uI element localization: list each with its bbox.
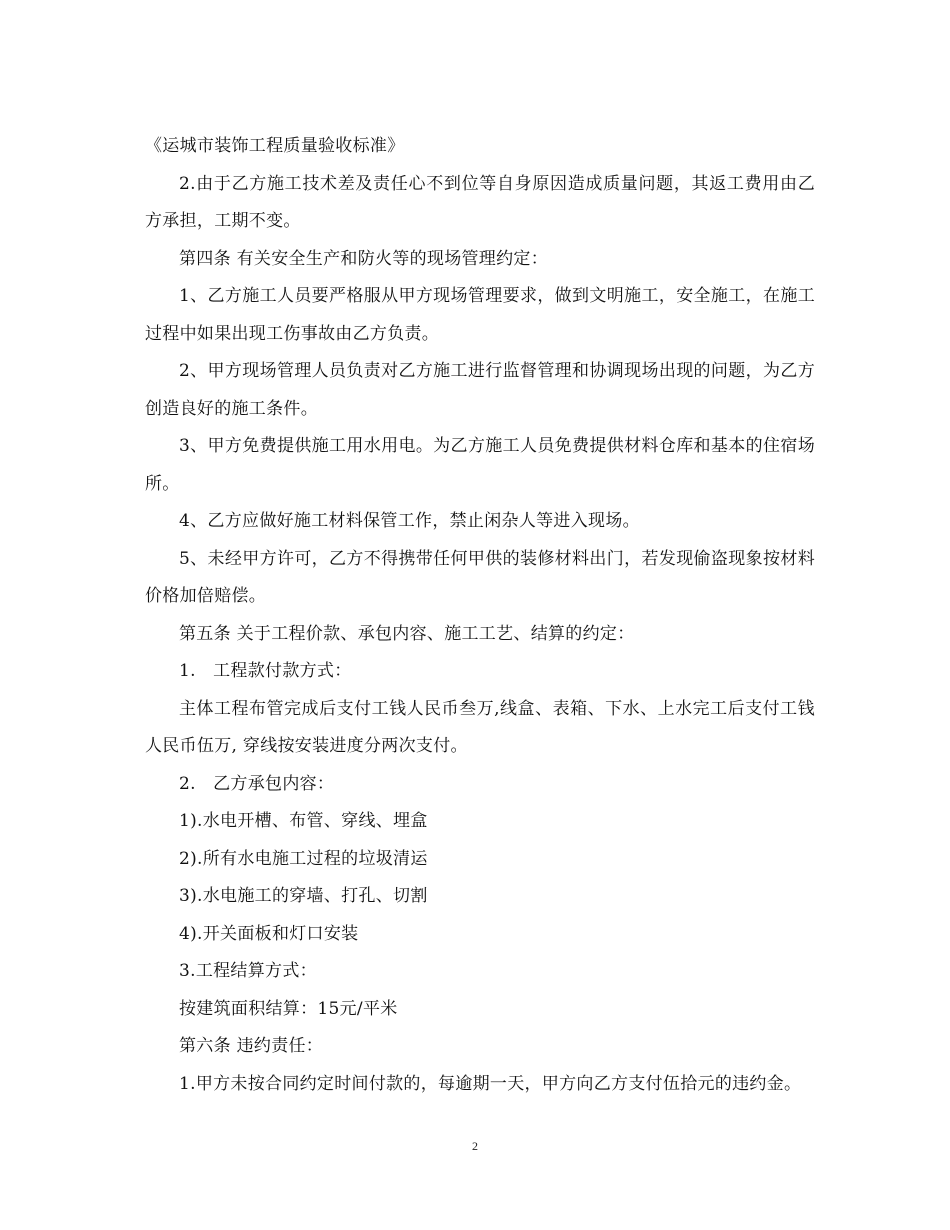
paragraph-article-four-item-5: 5、未经甲方许可，乙方不得携带任何甲供的装修材料出门，若发现偷盗现象按材料价格加倍赔偿。: [145, 548, 815, 606]
list-item-scope-3: 3).水电施工的穿墙、打孔、切割: [179, 886, 428, 906]
list-item-scope-1: 1).水电开槽、布管、穿线、埋盒: [179, 811, 428, 831]
document-body: [145, 128, 815, 1103]
list-item-scope-4: 4).开关面板和灯口安装: [179, 923, 359, 944]
paragraph-article-four-item-1: 1、乙方施工人员要严格服从甲方现场管理要求，做到文明施工，安全施工，在施工过程中如果出现工伤事故由乙方负责。: [145, 286, 815, 344]
paragraph-breach-penalty: 1.甲方未按合同约定时间付款的，每逾期一天，甲方向乙方支付伍拾元的违约金。: [179, 1073, 802, 1094]
page-number: 2: [472, 1139, 478, 1153]
paragraph-article-four-item-3: 3、甲方免费提供施工用水用电。为乙方施工人员免费提供材料仓库和基本的住宿场所。: [145, 436, 815, 494]
subheading-payment-method: 1. 工程款付款方式：: [179, 661, 352, 681]
paragraph-quality-rework: 2.由于乙方施工技术差及责任心不到位等自身原因造成质量问题，其返工费用由乙方承担，工期不变。: [145, 173, 815, 231]
paragraph-article-four-item-2: 2、甲方现场管理人员负责对乙方施工进行监督管理和协调现场出现的问题，为乙方创造良好的施工条件。: [145, 361, 815, 419]
paragraph-standard-reference: 《运城市装饰工程质量验收标准》: [145, 136, 405, 156]
paragraph-article-four-item-4: 4、乙方应做好施工材料保管工作，禁止闲杂人等进入现场。: [179, 511, 640, 531]
subheading-settlement-method: 3.工程结算方式：: [179, 961, 317, 981]
heading-article-four: 第四条 有关安全生产和防火等的现场管理约定：: [179, 248, 549, 269]
subheading-contract-scope: 2. 乙方承包内容：: [179, 773, 335, 794]
heading-article-five: 第五条 关于工程价款、承包内容、施工工艺、结算的约定：: [179, 623, 635, 644]
paragraph-payment-details: 主体工程布管完成后支付工钱人民币叁万,线盒、表箱、下水、上水完工后支付工钱人民币伍万, 穿线按安装进度分两次支付。: [145, 698, 815, 756]
heading-article-six: 第六条 违约责任：: [179, 1036, 324, 1056]
list-item-scope-2: 2).所有水电施工过程的垃圾清运: [179, 848, 428, 869]
paragraph-settlement-rate: 按建筑面积结算：15元/平米: [179, 998, 398, 1019]
